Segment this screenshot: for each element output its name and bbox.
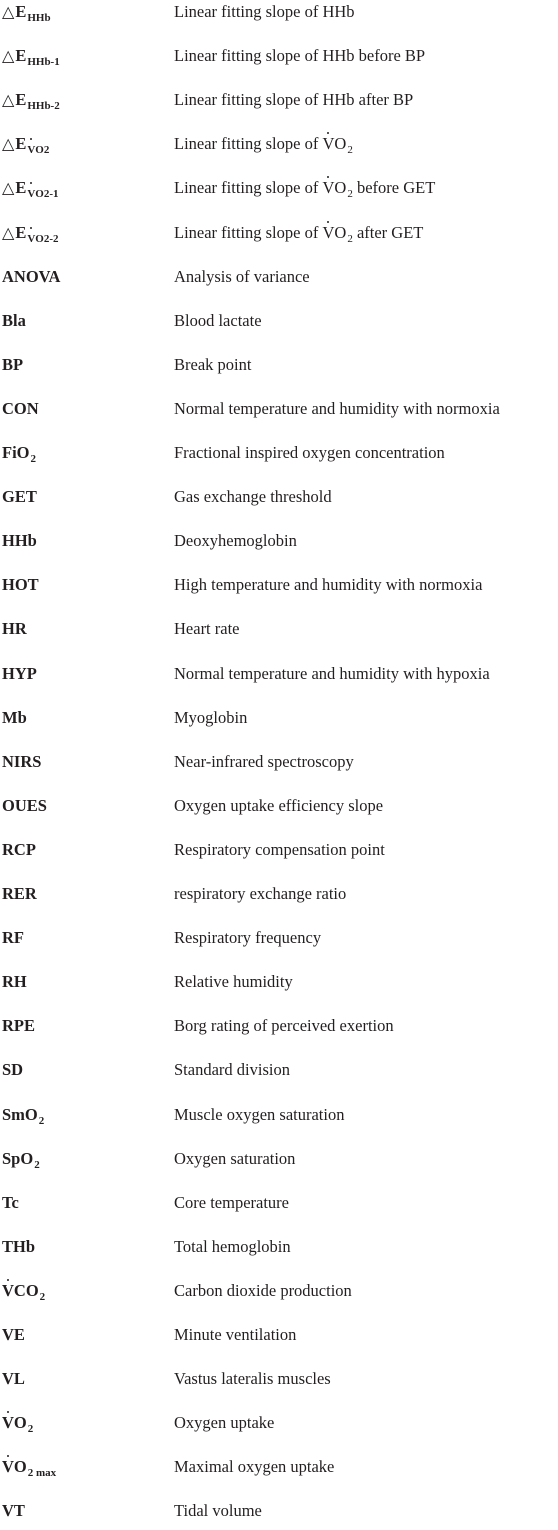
- abbreviation-term: [2, 751, 41, 773]
- text-run: E: [15, 2, 27, 21]
- text-run: Bla: [2, 310, 26, 330]
- text-run: O: [334, 134, 347, 154]
- text-run: RPE: [2, 1016, 35, 1036]
- text-run: CO: [13, 1280, 39, 1300]
- abbreviation-definition: [174, 1104, 344, 1126]
- abbreviation-definition: [174, 795, 383, 817]
- abbreviation-definition: [174, 133, 353, 157]
- abbreviation-row: [0, 1412, 558, 1442]
- abbreviation-term: [2, 398, 39, 420]
- abbreviation-definition: [174, 663, 490, 685]
- abbreviation-row: [0, 1324, 558, 1354]
- text-run: SpO: [2, 1148, 34, 1168]
- text-run: 2: [38, 1114, 45, 1127]
- abbreviation-term: [2, 1236, 35, 1258]
- text-run: 2: [347, 188, 353, 201]
- text-run: Vastus lateralis muscles: [174, 1369, 331, 1389]
- dot-accent-letter: V: [2, 1280, 14, 1300]
- dot-accent-letter: V: [322, 178, 335, 198]
- subscript: [28, 1423, 34, 1435]
- abbreviation-definition: [174, 222, 423, 246]
- abbreviation-term: [2, 663, 37, 685]
- text-run: Core temperature: [174, 1192, 289, 1212]
- abbreviation-definition: [174, 310, 262, 332]
- abbreviation-definition: [174, 1500, 262, 1522]
- text-run: after GET: [352, 222, 424, 242]
- dot-accent-letter: V: [27, 228, 35, 250]
- abbreviation-term: [2, 927, 24, 949]
- abbreviation-row: [0, 618, 558, 648]
- abbreviation-definition: [174, 398, 500, 420]
- text-run: Linear fitting slope of: [174, 134, 323, 154]
- text-run: VE: [2, 1325, 25, 1344]
- text-run: Maximal oxygen uptake: [174, 1457, 335, 1477]
- text-run: Normal temperature and humidity with hypoxia: [174, 663, 490, 683]
- abbreviation-definition: [174, 266, 310, 288]
- abbreviation-row: [0, 177, 558, 207]
- subscript: [39, 1115, 45, 1127]
- text-run: Linear fitting slope of: [174, 222, 323, 242]
- abbreviation-definition: [174, 1456, 334, 1478]
- text-run: HOT: [2, 575, 39, 595]
- text-run: HHb: [27, 12, 51, 24]
- subscript: [27, 144, 49, 156]
- text-run: O: [13, 1413, 27, 1433]
- text-run: THb: [2, 1236, 36, 1256]
- text-run: HHb-2: [27, 100, 60, 113]
- text-run: 2: [34, 1158, 40, 1171]
- abbreviation-term: [2, 1148, 40, 1172]
- abbreviation-definition: [174, 707, 247, 729]
- abbreviation-term: [2, 1456, 56, 1480]
- text-run: Standard division: [174, 1060, 290, 1080]
- abbreviation-definition: [174, 1368, 331, 1390]
- abbreviation-term: [2, 574, 39, 596]
- text-run: HHb: [2, 531, 37, 551]
- subscript: [31, 453, 37, 465]
- abbreviation-row: [0, 45, 558, 75]
- text-run: NIRS: [2, 751, 42, 771]
- subscript: [27, 188, 58, 200]
- dot-accent-letter: V: [322, 222, 335, 242]
- abbreviation-definition: [174, 89, 413, 111]
- abbreviation-definition: [174, 177, 435, 201]
- text-run: Deoxyhemoglobin: [174, 531, 297, 551]
- abbreviation-row: [0, 971, 558, 1001]
- text-run: Relative humidity: [174, 972, 293, 992]
- abbreviation-row: [0, 354, 558, 384]
- dot-accent-letter: V: [27, 183, 35, 205]
- text-run: 2: [39, 1290, 46, 1303]
- text-run: Tidal volume: [174, 1501, 262, 1521]
- text-run: O: [334, 178, 347, 198]
- abbreviation-term: [2, 310, 26, 332]
- abbreviation-term: [2, 1015, 35, 1037]
- abbreviation-definition: [174, 1236, 291, 1258]
- text-run: VL: [2, 1369, 25, 1389]
- abbreviation-definition: [174, 530, 297, 552]
- abbreviation-term: [2, 530, 37, 552]
- abbreviation-term: [2, 354, 23, 376]
- abbreviation-definition: [174, 1, 355, 23]
- abbreviation-row: [0, 486, 558, 516]
- abbreviation-term: [2, 133, 49, 157]
- text-run: O: [334, 222, 347, 242]
- abbreviation-row: [0, 1368, 558, 1398]
- abbreviation-term: [2, 1280, 45, 1304]
- text-run: O2: [35, 144, 50, 157]
- text-run: High temperature and humidity with normoxia: [174, 575, 483, 595]
- abbreviation-term: [2, 883, 37, 905]
- abbreviation-row: [0, 574, 558, 604]
- text-run: O2-1: [35, 188, 59, 201]
- abbreviation-row: [0, 530, 558, 560]
- abbreviation-definition: [174, 1412, 274, 1434]
- text-run: Linear fitting slope of HHb after BP: [174, 90, 414, 110]
- text-run: O: [13, 1457, 27, 1477]
- text-run: before GET: [352, 178, 436, 198]
- subscript: [27, 233, 58, 245]
- delta-symbol: △: [2, 224, 15, 242]
- abbreviation-definition: [174, 618, 240, 640]
- subscript: [27, 12, 50, 24]
- abbreviation-term: [2, 486, 37, 508]
- abbreviation-definition: [174, 442, 445, 464]
- abbreviation-term: [2, 1324, 25, 1346]
- text-run: Oxygen saturation: [174, 1148, 296, 1168]
- abbreviation-term: [2, 1, 51, 25]
- abbreviation-definition: [174, 751, 354, 773]
- abbreviation-term: [2, 707, 27, 729]
- text-run: ANOVA: [2, 266, 61, 286]
- abbreviation-row: [0, 1, 558, 31]
- subscript: [34, 1159, 40, 1171]
- subscript: [40, 1291, 46, 1303]
- abbreviation-definition: [174, 1324, 296, 1346]
- text-run: Muscle oxygen saturation: [174, 1104, 345, 1124]
- text-run: HYP: [2, 663, 37, 683]
- abbreviation-row: [0, 795, 558, 825]
- abbreviation-row: [0, 1015, 558, 1045]
- text-run: Normal temperature and humidity with normoxia: [174, 398, 500, 418]
- abbreviation-row: [0, 1104, 558, 1134]
- text-run: Mb: [2, 707, 27, 727]
- abbreviation-row: [0, 751, 558, 781]
- text-run: Near-infrared spectroscopy: [174, 751, 354, 771]
- subscript: [347, 233, 353, 245]
- text-run: FiO: [2, 443, 30, 462]
- delta-symbol: △: [2, 48, 15, 66]
- text-run: Fractional inspired oxygen concentration: [174, 443, 445, 462]
- abbreviation-row: [0, 310, 558, 340]
- abbreviation-term: [2, 795, 47, 817]
- subscript: [27, 56, 59, 68]
- text-run: E: [15, 134, 27, 154]
- text-run: 2: [27, 1423, 34, 1436]
- abbreviation-row: [0, 1148, 558, 1178]
- text-run: HR: [2, 619, 27, 639]
- abbreviation-row: [0, 1192, 558, 1222]
- text-run: Oxygen uptake: [174, 1413, 275, 1433]
- abbreviation-row: [0, 1280, 558, 1310]
- delta-symbol: △: [2, 92, 15, 110]
- abbreviation-term: [2, 45, 60, 69]
- text-run: HHb-1: [27, 56, 60, 69]
- abbreviation-definition: [174, 574, 482, 596]
- delta-symbol: △: [2, 180, 15, 198]
- abbreviation-term: [2, 1500, 25, 1522]
- abbreviation-definition: [174, 1192, 289, 1214]
- abbreviation-row: [0, 707, 558, 737]
- abbreviation-term: [2, 1104, 44, 1128]
- text-run: Break point: [174, 354, 252, 374]
- dot-accent-letter: V: [2, 1413, 14, 1433]
- text-run: Carbon dioxide production: [174, 1280, 352, 1300]
- text-run: Analysis of variance: [174, 266, 310, 286]
- abbreviation-row: [0, 883, 558, 913]
- abbreviation-term: [2, 442, 36, 466]
- abbreviation-definition: [174, 971, 293, 993]
- abbreviation-row: [0, 1456, 558, 1486]
- subscript: [27, 100, 59, 112]
- text-run: OUES: [2, 795, 47, 815]
- abbreviation-row: [0, 266, 558, 296]
- text-run: Blood lactate: [174, 310, 262, 330]
- text-run: SD: [2, 1060, 24, 1080]
- text-run: VT: [2, 1501, 25, 1521]
- abbreviation-row: [0, 1059, 558, 1089]
- abbreviation-term: [2, 89, 60, 113]
- text-run: RH: [2, 972, 27, 992]
- abbreviation-term: [2, 222, 59, 246]
- text-run: E: [15, 222, 27, 242]
- abbreviation-row: [0, 398, 558, 428]
- text-run: BP: [2, 354, 24, 374]
- abbreviation-definition: [174, 927, 321, 949]
- text-run: E: [15, 46, 27, 66]
- subscript: [347, 144, 353, 156]
- abbreviation-definition: [174, 45, 425, 67]
- subscript: [347, 188, 353, 200]
- abbreviation-definition: [174, 354, 251, 376]
- abbreviation-definition: [174, 839, 385, 861]
- abbreviation-term: [2, 971, 27, 993]
- abbreviation-term: [2, 266, 60, 288]
- text-run: GET: [2, 487, 37, 507]
- abbreviation-row: [0, 133, 558, 163]
- abbreviation-term: [2, 1412, 33, 1436]
- subscript: [28, 1467, 56, 1479]
- text-run: RF: [2, 928, 24, 948]
- text-run: Myoglobin: [174, 707, 248, 727]
- text-run: 2 max: [27, 1467, 57, 1480]
- text-run: Heart rate: [174, 619, 240, 639]
- text-run: Linear fitting slope of: [174, 178, 323, 198]
- text-run: RCP: [2, 839, 36, 859]
- text-run: 2: [30, 453, 36, 465]
- text-run: E: [15, 90, 27, 110]
- abbreviation-definition: [174, 486, 332, 508]
- abbreviation-row: [0, 663, 558, 693]
- text-run: Gas exchange threshold: [174, 487, 332, 507]
- text-run: 2: [347, 232, 353, 245]
- text-run: O2-2: [35, 232, 59, 245]
- abbreviation-definition: [174, 1059, 290, 1081]
- text-run: Linear fitting slope of HHb: [174, 2, 355, 21]
- dot-accent-letter: V: [27, 139, 35, 161]
- text-run: Tc: [2, 1192, 19, 1212]
- text-run: E: [15, 178, 27, 198]
- text-run: Total hemoglobin: [174, 1236, 291, 1256]
- abbreviation-term: [2, 618, 27, 640]
- abbreviation-row: [0, 222, 558, 252]
- text-run: Respiratory compensation point: [174, 839, 385, 859]
- text-run: Linear fitting slope of HHb before BP: [174, 46, 426, 66]
- text-run: 2: [347, 144, 353, 157]
- text-run: SmO: [2, 1104, 38, 1124]
- abbreviation-term: [2, 1059, 23, 1081]
- abbreviation-definition: [174, 1015, 394, 1037]
- dot-accent-letter: V: [2, 1457, 14, 1477]
- abbreviation-definition: [174, 1148, 295, 1170]
- abbreviation-row: [0, 1236, 558, 1266]
- abbreviation-term: [2, 177, 59, 201]
- abbreviation-term: [2, 839, 36, 861]
- text-run: RER: [2, 884, 37, 903]
- text-run: CON: [2, 398, 39, 418]
- text-run: Oxygen uptake efficiency slope: [174, 795, 384, 815]
- delta-symbol: △: [2, 4, 15, 21]
- abbreviation-row: [0, 1500, 558, 1530]
- text-run: Borg rating of perceived exertion: [174, 1016, 394, 1036]
- text-run: Respiratory frequency: [174, 928, 322, 948]
- delta-symbol: △: [2, 136, 15, 154]
- abbreviation-term: [2, 1368, 25, 1390]
- abbreviation-row: [0, 89, 558, 119]
- abbreviation-definition: [174, 1280, 352, 1302]
- abbreviation-row: [0, 442, 558, 472]
- abbreviation-row: [0, 839, 558, 869]
- text-run: respiratory exchange ratio: [174, 884, 347, 903]
- abbreviation-definition: [174, 883, 346, 905]
- dot-accent-letter: V: [322, 134, 335, 154]
- abbreviation-row: [0, 927, 558, 957]
- abbreviation-term: [2, 1192, 19, 1214]
- text-run: Minute ventilation: [174, 1325, 297, 1344]
